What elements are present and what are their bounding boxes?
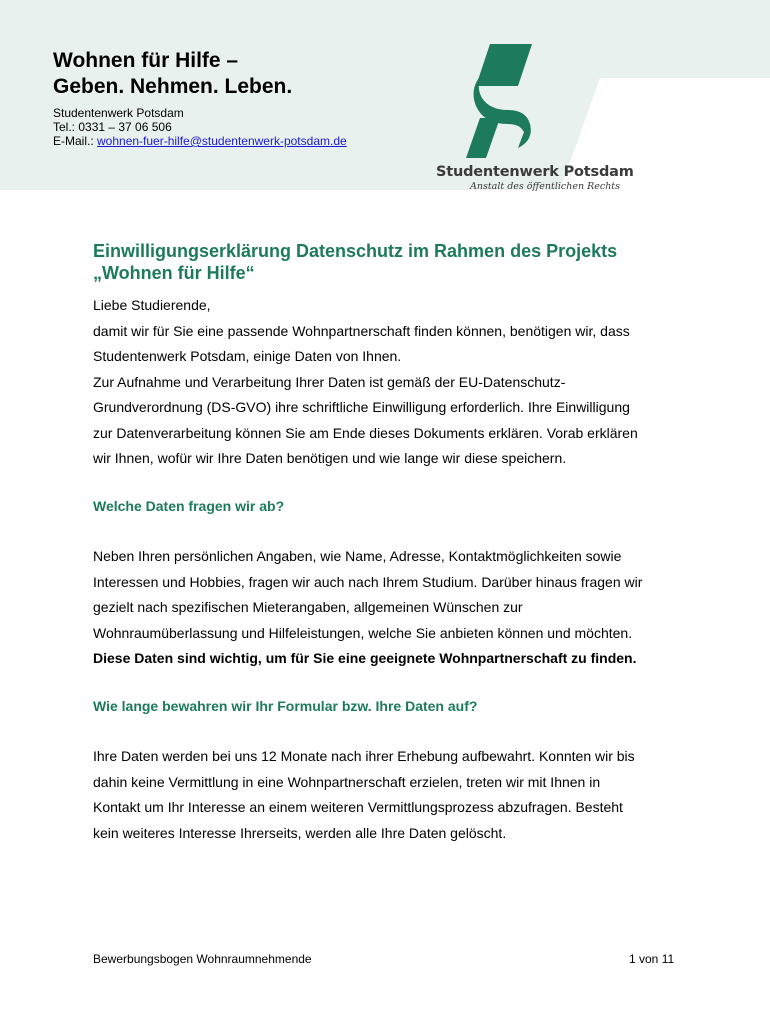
intro-paragraph-2: Zur Aufnahme und Verarbeitung Ihrer Daten ist gemäß der EU-Datenschutz-Grundverordnung (DS-GVO) ihre schriftliche Einwilligung erforderlich. Ihre Einwilligung zur Datenverarbeitung können Sie am Ende dieses Dokuments erklären. Vorab erklären wir Ihnen, wofür wir Ihre Daten benötigen und wie lange wir diese speichern. xyxy=(93,373,638,466)
logo-subtitle: Anstalt des öffentlichen Rechts xyxy=(470,181,621,192)
footer-document-name: Bewerbungsbogen Wohnraumnehmende xyxy=(93,952,312,966)
footer-page-number: 1 von 11 xyxy=(629,952,675,966)
document-title xyxy=(53,48,347,100)
studentenwerk-logo xyxy=(436,40,636,195)
section-heading-data: Welche Daten fragen wir ab? xyxy=(93,497,285,514)
title-line-1: Wohnen für Hilfe – xyxy=(53,49,239,72)
section-text-data-body: Neben Ihren persönlichen Angaben, wie Name, Adresse, Kontaktmöglichkeiten sowie Interessen und Hobbies, fragen wir auch nach Ihrem Studium. Darüber hinaus fragen wir gezielt nach spezifischen Mieterangaben, allgemeinen Wünschen zur Wohnraumüberlassung und Hilfeleistungen, welche Sie anbieten können und möchten. xyxy=(93,548,643,641)
title-line-2: Geben. Nehmen. Leben. xyxy=(53,75,293,98)
header-block xyxy=(53,48,347,148)
section-text-retention: Ihre Daten werden bei uns 12 Monate nach ihrer Erhebung aufbewahrt. Konnten wir bis dahin keine Vermittlung in eine Wohnpartnerschaft erzielen, treten wir mit Ihnen in Kontakt um Ihr Interesse an einem weiteren Vermittlungsprozess abzufragen. Besteht kein weiteres Interesse Ihrerseits, werden alle Ihre Daten gelöscht. xyxy=(93,748,635,841)
logo-name: Studentenwerk Potsdam xyxy=(436,164,634,180)
org-name: Studentenwerk Potsdam xyxy=(53,106,184,120)
phone-number: Tel.: 0331 – 37 06 506 xyxy=(53,120,172,134)
email-line xyxy=(53,134,347,148)
email-link[interactable]: wohnen-fuer-hilfe@studentenwerk-potsdam.de xyxy=(97,134,347,148)
main-heading: Einwilligungserklärung Datenschutz im Rahmen des Projekts „Wohnen für Hilfe“ xyxy=(93,241,618,283)
main-content xyxy=(93,240,643,846)
section-heading-retention: Wie lange bewahren wir Ihr Formular bzw. Ihre Daten auf? xyxy=(93,697,478,714)
section-text-data xyxy=(93,544,643,672)
section-text-data-bold: Diese Daten sind wichtig, um für Sie eine geeignete Wohnpartnerschaft zu finden. xyxy=(93,650,637,666)
salutation: Liebe Studierende, xyxy=(93,297,211,313)
contact-info xyxy=(53,106,347,148)
email-label: E-Mail.: xyxy=(53,134,98,148)
logo-mark-icon xyxy=(450,40,550,160)
intro-paragraph-1: damit wir für Sie eine passende Wohnpartnerschaft finden können, benötigen wir, dass Studentenwerk Potsdam, einige Daten von Ihnen. xyxy=(93,322,630,364)
